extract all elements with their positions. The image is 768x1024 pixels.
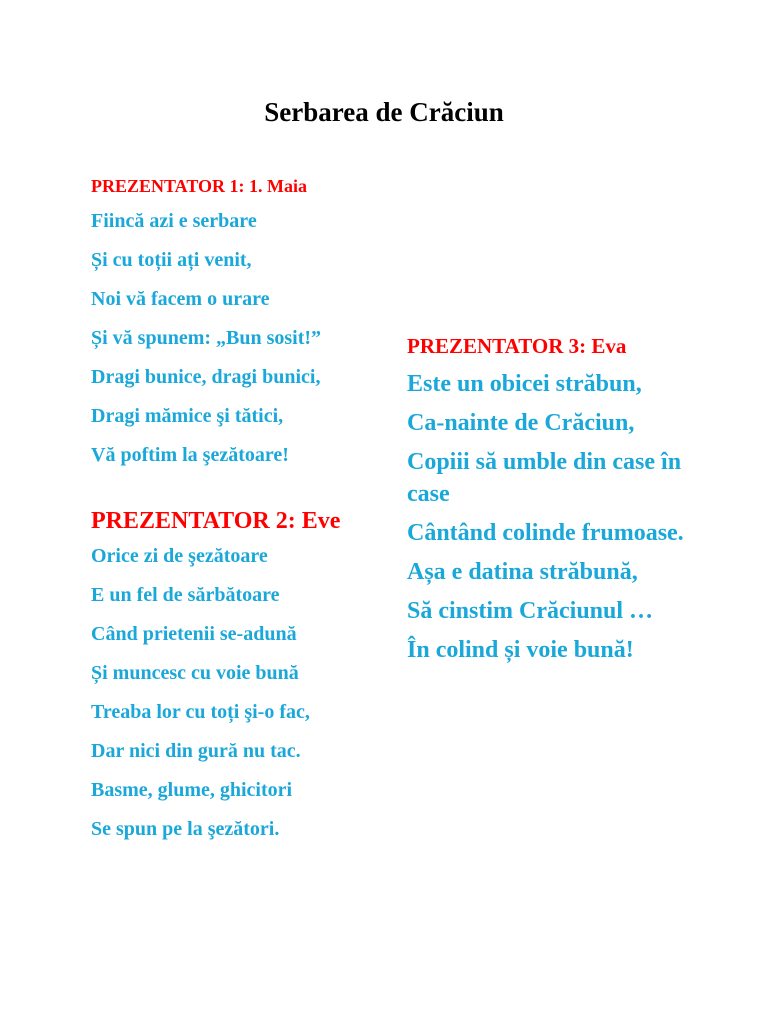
verse-line: Treaba lor cu toți şi-o fac, — [91, 701, 310, 723]
verse-line: Și vă spunem: „Bun sosit!” — [91, 327, 322, 349]
verse-line: Așa e datina străbună, — [407, 559, 638, 585]
section-presenter-2 — [91, 505, 411, 849]
left-column — [91, 170, 411, 849]
verse-line: Basme, glume, ghicitori — [91, 779, 293, 801]
verse-line: Cântând colinde frumoase. — [407, 520, 684, 546]
verse-line: Fiincă azi e serbare — [91, 210, 257, 232]
verse-line: Și cu toții ați venit, — [91, 249, 252, 271]
verse-line: E un fel de sărbătoare — [91, 584, 280, 606]
right-column — [407, 330, 707, 673]
verse-line: Noi vă facem o urare — [91, 288, 270, 310]
verse-line: Copiii să umble din case în case — [407, 449, 682, 507]
verse-line: Și muncesc cu voie bună — [91, 662, 299, 684]
verse-line: Când prietenii se-adună — [91, 623, 297, 645]
verse-line: Să cinstim Crăciunul … — [407, 598, 654, 624]
verse-line: Ca-nainte de Crăciun, — [407, 410, 635, 436]
verse-line: Este un obicei străbun, — [407, 371, 642, 397]
page-title: Serbarea de Crăciun — [264, 97, 504, 127]
presenter-2-heading: PREZENTATOR 2: Eve — [91, 508, 341, 534]
presenter-1-heading: PREZENTATOR 1: 1. Maia — [91, 176, 308, 196]
verse-line: Dragi mămice şi tătici, — [91, 405, 284, 427]
verse-line: Orice zi de şezătoare — [91, 545, 268, 567]
verse-line: În colind și voie bună! — [407, 637, 634, 663]
verse-line: Vă poftim la şezătoare! — [91, 444, 289, 466]
section-presenter-3 — [407, 330, 707, 666]
verse-line: Se spun pe la şezători. — [91, 818, 280, 840]
presenter-3-heading: PREZENTATOR 3: Eva — [407, 334, 627, 358]
verse-line: Dar nici din gură nu tac. — [91, 740, 301, 762]
section-spacer — [91, 475, 411, 505]
section-presenter-1 — [91, 170, 411, 475]
verse-line: Dragi bunice, dragi bunici, — [91, 366, 321, 388]
